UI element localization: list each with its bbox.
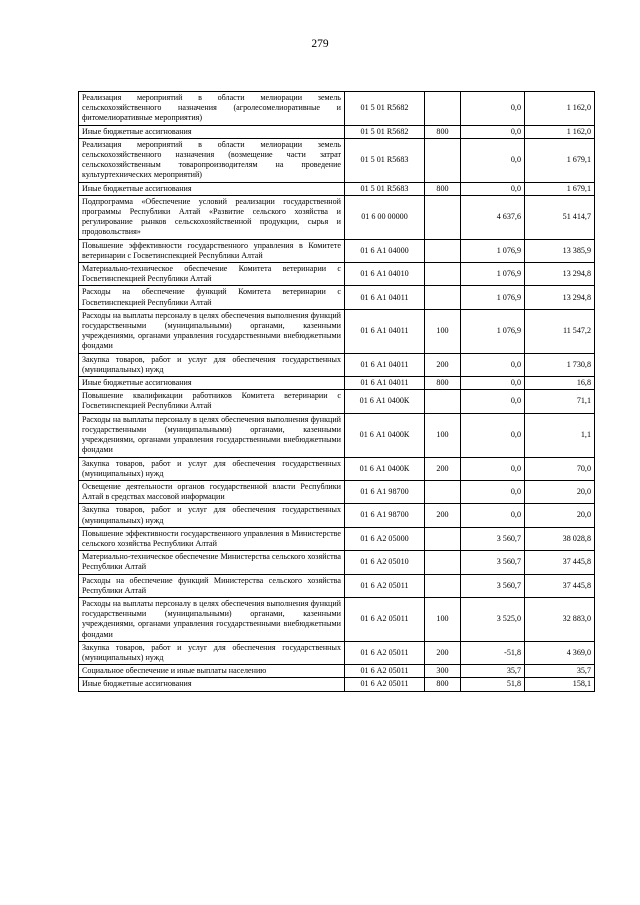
row-code-cell: 01 6 А2 05011 — [345, 678, 425, 691]
row-name-cell: Социальное обеспечение и иные выплаты населению — [79, 665, 345, 678]
row-code-cell: 01 6 А1 04011 — [345, 377, 425, 390]
table-row — [79, 138, 595, 182]
row-expense-type-cell: 200 — [425, 457, 461, 480]
row-value-1-cell: 0,0 — [461, 92, 525, 126]
row-value-2-cell: 37 445,8 — [525, 574, 595, 597]
table-row — [79, 195, 595, 239]
row-name-cell: Материально-техническое обеспечение Министерства сельского хозяйства Республики Алтай — [79, 551, 345, 574]
row-code-cell: 01 6 А2 05011 — [345, 665, 425, 678]
row-value-1-cell: 0,0 — [461, 390, 525, 413]
row-value-2-cell: 1,1 — [525, 413, 595, 457]
row-expense-type-cell: 200 — [425, 353, 461, 376]
row-value-1-cell: 1 076,9 — [461, 239, 525, 262]
row-value-1-cell: 1 076,9 — [461, 286, 525, 309]
row-expense-type-cell: 200 — [425, 641, 461, 664]
row-name-cell: Подпрограмма «Обеспечение условий реализации государственной программы Республики Алтай «Развитие сельского хозяйства и регулирование рынков сельскохозяйственной продукции, сырья и продовольствия» — [79, 195, 345, 239]
table-row — [79, 92, 595, 126]
row-expense-type-cell: 800 — [425, 182, 461, 195]
row-expense-type-cell — [425, 574, 461, 597]
row-code-cell: 01 6 А2 05011 — [345, 574, 425, 597]
table-row — [79, 309, 595, 353]
table-row — [79, 125, 595, 138]
row-code-cell: 01 6 А1 04011 — [345, 353, 425, 376]
row-name-cell: Материально-техническое обеспечение Комитета ветеринарии с Госветинспекцией Республики Алтай — [79, 263, 345, 286]
row-expense-type-cell — [425, 138, 461, 182]
row-name-cell: Повышение квалификации работников Комитета ветеринарии с Госветинспекцией Республики Алтай — [79, 390, 345, 413]
table-row — [79, 390, 595, 413]
row-name-cell: Иные бюджетные ассигнования — [79, 125, 345, 138]
row-value-1-cell: 3 560,7 — [461, 574, 525, 597]
row-value-2-cell: 1 162,0 — [525, 92, 595, 126]
row-code-cell: 01 6 А1 0400К — [345, 457, 425, 480]
table-row — [79, 239, 595, 262]
row-name-cell: Расходы на выплаты персоналу в целях обеспечения выполнения функций государственными (муниципальными) органами, казенными учреждениями, органами управления государственными внебюджетными фондами — [79, 413, 345, 457]
row-code-cell: 01 6 А1 04011 — [345, 309, 425, 353]
row-name-cell: Иные бюджетные ассигнования — [79, 678, 345, 691]
table-row — [79, 665, 595, 678]
row-code-cell: 01 6 А2 05011 — [345, 597, 425, 641]
row-value-1-cell: 0,0 — [461, 125, 525, 138]
row-name-cell: Иные бюджетные ассигнования — [79, 377, 345, 390]
row-name-cell: Расходы на обеспечение функций Комитета ветеринарии с Госветинспекцией Республики Алтай — [79, 286, 345, 309]
row-value-1-cell: 0,0 — [461, 182, 525, 195]
table-row — [79, 263, 595, 286]
row-value-2-cell: 20,0 — [525, 504, 595, 527]
table-row — [79, 597, 595, 641]
row-value-1-cell: 35,7 — [461, 665, 525, 678]
row-value-1-cell: 0,0 — [461, 480, 525, 503]
row-name-cell: Закупка товаров, работ и услуг для обеспечения государственных (муниципальных) нужд — [79, 641, 345, 664]
row-value-2-cell: 13 294,8 — [525, 286, 595, 309]
table-row — [79, 551, 595, 574]
row-name-cell: Повышение эффективности государственного управления в Министерстве сельского хозяйства Республики Алтай — [79, 527, 345, 550]
row-expense-type-cell — [425, 239, 461, 262]
row-expense-type-cell: 200 — [425, 504, 461, 527]
row-name-cell: Закупка товаров, работ и услуг для обеспечения государственных (муниципальных) нужд — [79, 504, 345, 527]
row-expense-type-cell: 300 — [425, 665, 461, 678]
row-code-cell: 01 5 01 R5683 — [345, 182, 425, 195]
row-value-1-cell: 4 637,6 — [461, 195, 525, 239]
row-code-cell: 01 6 00 00000 — [345, 195, 425, 239]
row-value-2-cell: 20,0 — [525, 480, 595, 503]
row-code-cell: 01 6 А1 98700 — [345, 504, 425, 527]
row-expense-type-cell — [425, 92, 461, 126]
table-row — [79, 641, 595, 664]
row-code-cell: 01 5 01 R5683 — [345, 138, 425, 182]
table-row — [79, 457, 595, 480]
row-value-1-cell: 3 525,0 — [461, 597, 525, 641]
row-value-2-cell: 158,1 — [525, 678, 595, 691]
row-value-1-cell: 1 076,9 — [461, 309, 525, 353]
row-expense-type-cell — [425, 390, 461, 413]
row-expense-type-cell: 800 — [425, 678, 461, 691]
row-value-2-cell: 4 369,0 — [525, 641, 595, 664]
row-value-2-cell: 1 162,0 — [525, 125, 595, 138]
row-value-1-cell: 0,0 — [461, 353, 525, 376]
page-number: 279 — [311, 38, 329, 50]
row-code-cell: 01 6 А1 0400К — [345, 390, 425, 413]
row-expense-type-cell — [425, 527, 461, 550]
row-name-cell: Иные бюджетные ассигнования — [79, 182, 345, 195]
row-name-cell: Реализация мероприятий в области мелиорации земель сельскохозяйственного назначения (агролесомелиоративные и фитомелиоративные мероприятия) — [79, 92, 345, 126]
row-name-cell: Расходы на выплаты персоналу в целях обеспечения выполнения функций государственными (муниципальными) органами, казенными учреждениями, органами управления государственными внебюджетными фондами — [79, 597, 345, 641]
row-name-cell: Закупка товаров, работ и услуг для обеспечения государственных (муниципальных) нужд — [79, 457, 345, 480]
row-value-2-cell: 70,0 — [525, 457, 595, 480]
row-value-2-cell: 13 294,8 — [525, 263, 595, 286]
row-code-cell: 01 6 А1 04010 — [345, 263, 425, 286]
row-value-1-cell: 0,0 — [461, 413, 525, 457]
row-value-2-cell: 1 679,1 — [525, 182, 595, 195]
row-value-1-cell: 3 560,7 — [461, 551, 525, 574]
row-value-2-cell: 35,7 — [525, 665, 595, 678]
row-value-1-cell: 1 076,9 — [461, 263, 525, 286]
table-row — [79, 527, 595, 550]
row-value-2-cell: 51 414,7 — [525, 195, 595, 239]
table-row — [79, 182, 595, 195]
row-name-cell: Освещение деятельности органов государственной власти Республики Алтай в средствах массовой информации — [79, 480, 345, 503]
row-code-cell: 01 6 А1 04000 — [345, 239, 425, 262]
row-value-2-cell: 71,1 — [525, 390, 595, 413]
row-code-cell: 01 5 01 R5682 — [345, 92, 425, 126]
row-code-cell: 01 5 01 R5682 — [345, 125, 425, 138]
row-expense-type-cell: 100 — [425, 597, 461, 641]
row-name-cell: Закупка товаров, работ и услуг для обеспечения государственных (муниципальных) нужд — [79, 353, 345, 376]
row-code-cell: 01 6 А1 0400К — [345, 413, 425, 457]
row-expense-type-cell — [425, 263, 461, 286]
row-expense-type-cell — [425, 480, 461, 503]
row-value-2-cell: 16,8 — [525, 377, 595, 390]
row-code-cell: 01 6 А1 98700 — [345, 480, 425, 503]
table-row — [79, 678, 595, 691]
row-value-1-cell: 0,0 — [461, 504, 525, 527]
row-expense-type-cell: 800 — [425, 125, 461, 138]
row-value-2-cell: 11 547,2 — [525, 309, 595, 353]
row-value-2-cell: 13 385,9 — [525, 239, 595, 262]
row-value-2-cell: 1 679,1 — [525, 138, 595, 182]
table-row — [79, 286, 595, 309]
row-value-2-cell: 1 730,8 — [525, 353, 595, 376]
table-row — [79, 377, 595, 390]
row-value-1-cell: -51,8 — [461, 641, 525, 664]
row-value-2-cell: 38 028,8 — [525, 527, 595, 550]
row-value-2-cell: 37 445,8 — [525, 551, 595, 574]
row-code-cell: 01 6 А2 05011 — [345, 641, 425, 664]
row-value-1-cell: 0,0 — [461, 138, 525, 182]
row-code-cell: 01 6 А1 04011 — [345, 286, 425, 309]
row-code-cell: 01 6 А2 05000 — [345, 527, 425, 550]
row-code-cell: 01 6 А2 05010 — [345, 551, 425, 574]
row-expense-type-cell — [425, 195, 461, 239]
budget-table-body — [79, 92, 595, 692]
row-value-2-cell: 32 883,0 — [525, 597, 595, 641]
row-value-1-cell: 3 560,7 — [461, 527, 525, 550]
row-value-1-cell: 0,0 — [461, 457, 525, 480]
row-expense-type-cell: 800 — [425, 377, 461, 390]
table-row — [79, 480, 595, 503]
table-row — [79, 353, 595, 376]
row-expense-type-cell: 100 — [425, 309, 461, 353]
row-name-cell: Расходы на обеспечение функций Министерства сельского хозяйства Республики Алтай — [79, 574, 345, 597]
row-expense-type-cell — [425, 551, 461, 574]
row-name-cell: Повышение эффективности государственного управления в Комитете ветеринарии с Госветинспекцией Республики Алтай — [79, 239, 345, 262]
row-name-cell: Расходы на выплаты персоналу в целях обеспечения выполнения функций государственными (муниципальными) органами, казенными учреждениями, органами управления государственными внебюджетными фондами — [79, 309, 345, 353]
row-expense-type-cell — [425, 286, 461, 309]
row-value-1-cell: 51,8 — [461, 678, 525, 691]
table-row — [79, 504, 595, 527]
budget-table — [78, 91, 595, 692]
row-value-1-cell: 0,0 — [461, 377, 525, 390]
table-row — [79, 413, 595, 457]
table-row — [79, 574, 595, 597]
row-expense-type-cell: 100 — [425, 413, 461, 457]
row-name-cell: Реализация мероприятий в области мелиорации земель сельскохозяйственного назначения (возмещение части затрат сельскохозяйственным товаропроизводителям на проведение культуртехнических мероприятий) — [79, 138, 345, 182]
